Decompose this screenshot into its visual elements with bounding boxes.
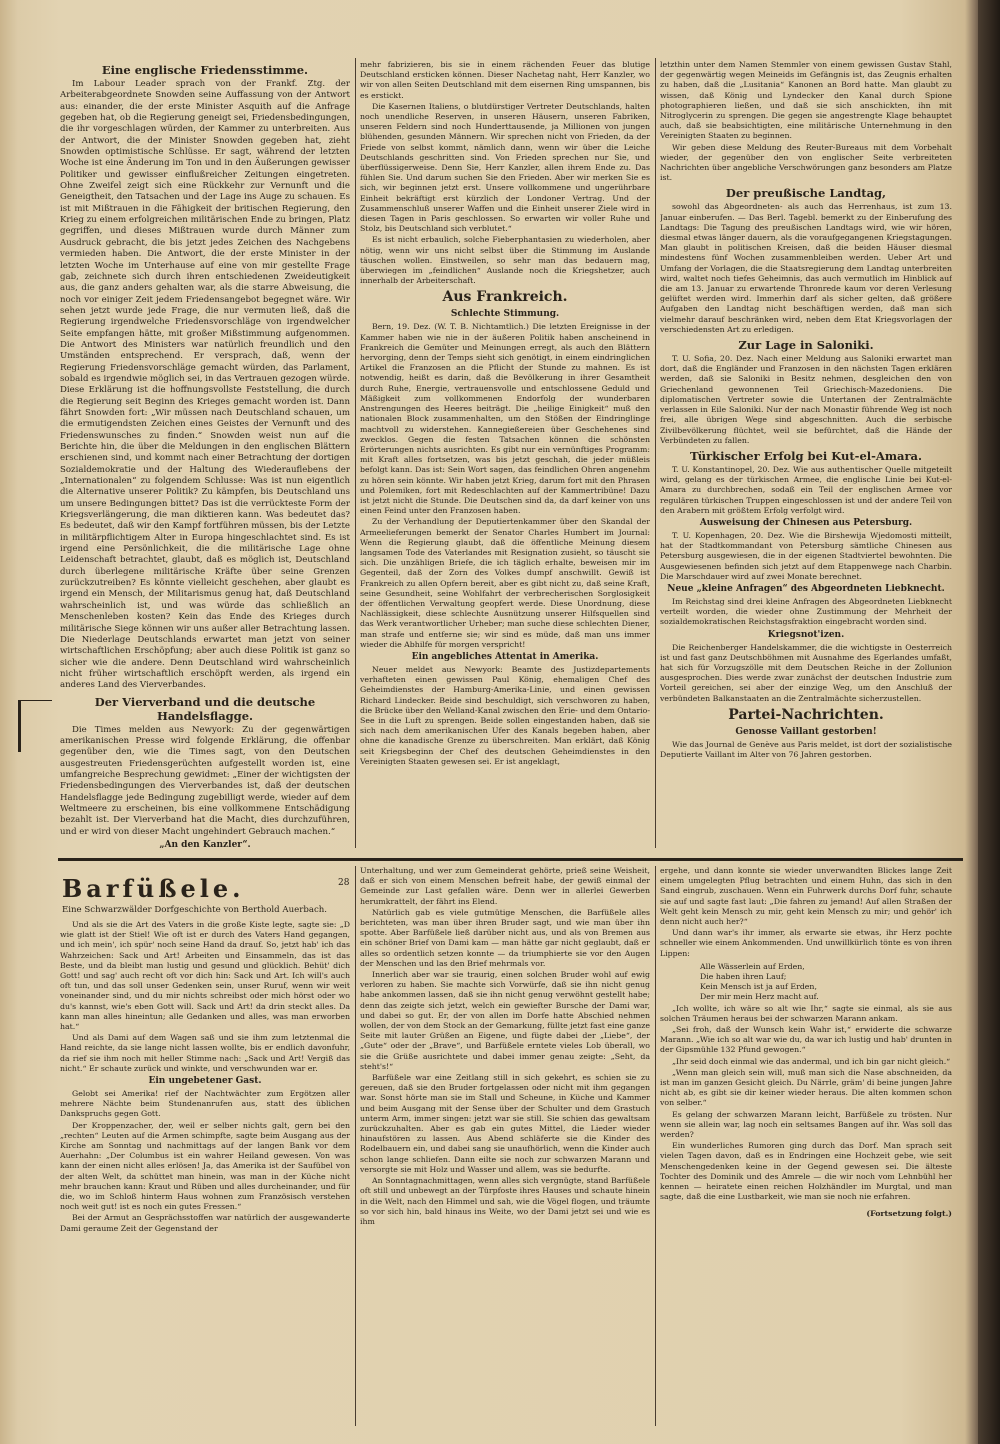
column-rule	[355, 866, 356, 1426]
headline: Eine englische Friedensstimme.	[101, 63, 309, 77]
subheadline: Ausweisung der Chinesen aus Petersburg.	[699, 517, 913, 528]
article-paragraph: T. U. Kopenhagen, 20. Dez. Wie die Birshewija Wjedomosti mitteilt, hat der Stadtkommandant von Petersburg sämtliche Chinesen aus Petersburg ausgewiesen, die in der eigenen Stadtviertel bewohnten. Die Ausgewiesenen befinden sich jetzt auf dem Etappenwege nach Charbin. Die Marschdauer wird auf zwei Monate berechnet.	[660, 530, 952, 581]
article-column-1	[60, 60, 350, 852]
feuilleton-column-3	[660, 866, 952, 1430]
subheadline: Kriegsnot'izen.	[767, 629, 845, 640]
story-paragraph: Und als sie die Art des Vaters in die große Kiste legte, sagte sie: „D wie glatt ist der Stiel! Wie oft ist er durch des Vaters Hand gegangen, und ich mein', ich spür' noch seine Hand da drauf. So, jetzt hab' ich das Wahrzeichen: Sack und Art! Arbeiten und Einsammeln, das ist das Beste, und da bleibt man lustig und gesund und glücklich. Behüt' dich Gott! und sag' auch recht oft vor dich hin: Sack und Art. Ich will's auch oft tun, und das soll unser Gedenken sein, unser Ruruf, wenn wir weit voneinander sind, und du mir nichts schreibst oder mich hörst oder wo du's kannst, wie's eben Gott will. Sack und Art! da drin steckt alles. Da kann man alles hineintun; alle Gedanken und alles, was man erworben hat.“	[60, 920, 350, 1032]
continuation-note: (Fortsetzung folgt.)	[866, 1208, 952, 1218]
headline: Zur Lage in Saloniki.	[738, 338, 874, 353]
headline: Türkischer Erfolg bei Kut-el-Amara.	[690, 448, 922, 463]
article-column-3	[660, 60, 952, 852]
article-paragraph: Die Times melden aus Newyork: Zu der gegenwärtigen amerikanischen Presse wird folgende Erklärung, die offenbar gegenüber den, wie die Times sagt, von den Deutschen ausgestreuten Friedensgerüchten aufgestellt worden ist, eine umfangreiche Besprechung gewidmet: „Einer der wichtigsten der Friedensbedingungen des Vierverbandes ist, daß der deutschen Handelsflagge jede Bedingung zugebilligt werde, wieder auf dem Weltmeere zu erscheinen, bis eine vollkommene Entschädigung bezahlt ist. Der Vierverband hat die Macht, dies durchzuführen, und er wird von dieser Macht ungehindert Gebrauch machen.“	[60, 724, 350, 837]
feuilleton-column-2	[360, 866, 650, 1430]
article-paragraph: Wie das Journal de Genève aus Paris meldet, ist dort der sozialistische Deputierte Vaillant im Alter von 76 Jahren gestorben.	[660, 739, 952, 759]
feuilleton-column-1	[60, 920, 350, 1430]
story-paragraph: Ein wunderliches Rumoren ging durch das Dorf. Man sprach seit vielen Tagen davon, daß es in Endringen eine Hochzeit gebe, wie seit Menschengedenken keine in der Gegend gewesen sei. Die älteste Tochter des Dominik und des Amrele — die wir noch vom Lehnbühl her kennen — heiratete einen reichen Holzhändler im Murgtal, und man sagte, daß die eine Lustbarkeit, wie man sie noch nie erfahren.	[660, 1141, 952, 1202]
feuilleton-title: Barfüßele.	[62, 874, 245, 903]
story-paragraph: Natürlich gab es viele gutmütige Menschen, die Barfüßele alles berichteten, was man über ihren Bruder sagt, und wie man über ihn spotte. Aber Barfüßele ließ darüber nicht aus, und als von Bremen aus ein schöner Brief von Dami kam — man hätte gar nicht geglaubt, daß er alles so ordentlich setzen konnte — da triumphierte sie vor den Augen der Menschen und las den Brief mehrmals vor.	[360, 907, 650, 968]
verse: Alle Wässerlein auf Erden, Die haben ihren Lauf; Kein Mensch ist ja auf Erden, Der mir mein Herz macht auf.	[700, 961, 819, 1002]
story-paragraph: Unterhaltung, und wer zum Gemeinderat gehörte, prieß seine Weisheit, daß er sich von einem Menschen befreit habe, der gewiß einmal der Gemeinde zur Last gefallen wäre. Denn wer in allerlei Gewerben herumkrattelt, der fährt ins Elend.	[360, 866, 650, 906]
story-paragraph: Der Kroppenzacher, der, weil er selber nichts galt, gern bei den „rechten“ Leuten auf die Armen schimpfte, sagte beim Ausgang aus der Kirche am Sonntag und nachmittags auf der langen Bank vor dem Auerhahn: „Der Columbus ist ein wahrer Heiland gewesen. Von was kann der einen nicht alles erlösen! Ja, das Amerika ist der Saufübel von der alten Welt, da schüttet man hinein, was man in der Küche nicht mehr brauchen kann: Kraut und Rüben und alles durcheinander, und für die, wo im Schloß hinterm Haus wohnen zum Französisch verstehen noch weit gut! ist es noch ein gutes Fressen.“	[60, 1120, 350, 1212]
story-paragraph: Und dann war's ihr immer, als erwarte sie etwas, ihr Herz pochte schneller wie einem Ankommenden. Und unwillkürlich tönte es von ihren Lippen:	[660, 928, 952, 958]
subheadline: Schlechte Stimmung.	[450, 309, 560, 320]
story-paragraph: Barfüßele war eine Zeitlang still in sich gekehrt, es schien sie zu gereuen, daß sie den Bruder fortgelassen oder nicht mit ihm gegangen war. Sonst hörte man sie im Stall und Scheune, in Küche und Kammer und beim Ausgang mit der Sense über der Schulter und dem Grastuch unterm Arm, immer singen: jetzt war sie still. Sie schien das gewaltsam zurückzuhalten. Aber es gab ein gutes Mittel, die Lieder wieder hinaufstören zu lassen. Aus Abend schläferte sie die Kinder des Rodelbauern ein, und dabei sang sie unaufhörlich, wenn die Kinder auch schon lange schliefen. Dann eilte sie noch zur schwarzen Marann und versorgte sie mit Holz und Wasser und allem, was sie bedurfte.	[360, 1073, 650, 1174]
subheadline: Genosse Vaillant gestorben!	[735, 726, 877, 737]
story-paragraph: „Ich wollte, ich wäre so alt wie Ihr,“ sagte sie einmal, als sie aus solchen Träumen heraus bei der schwarzen Marann ankam.	[660, 1003, 952, 1023]
headline: Der Vierverband und die deutsche Handelsflagge.	[94, 694, 316, 723]
subheadline: „An den Kanzler“.	[159, 840, 251, 850]
story-paragraph: Gelobt sei Amerika! rief der Nachtwächter zum Ergötzen aller mehrere Nächte beim Stundenanrufen aus, statt des üblichen Dankspruchs gegen Gott.	[60, 1089, 350, 1119]
article-paragraph: mehr fabrizieren, bis sie in einem rächenden Feuer das blutige Deutschland ersticken können. Dieser Nachetag naht, Herr Kanzler, wo wir von allen Seiten Deutschland mit dem eisernen Ring umspannen, bis es erstickt.	[360, 60, 650, 100]
article-paragraph: T. U. Sofia, 20. Dez. Nach einer Meldung aus Saloniki erwartet man dort, daß die Engländer und Franzosen in den nächsten Tagen erklären werden, daß sie Saloniki in Besitz nehmen, desgleichen den von Griechenland gewonnenen Teil Griechisch-Mazedoniens. Die diplomatischen Vertreter sowie die Untertanen der Zentralmächte verlassen in Eile Saloniki. Nur der nach Monastir führende Weg ist noch frei, alle übrigen Wege sind abgeschnitten. Auch die serbische Zivilbevölkerung flüchtet, weil sie befürchtet, daß die Hände der Verbündeten zu fallen.	[660, 354, 952, 445]
article-paragraph: Zu der Verhandlung der Deputiertenkammer über den Skandal der Armeelieferungen bemerkt der Senator Charles Humbert im Journal: Wenn die Regierung glaubt, daß die öffentliche Meinung diesem langsamen Tode des Vaterlandes mit Resignation zusieht, so täuscht sie sich. Die unzähligen Briefe, die ich täglich erhalte, beweisen mir im Gegenteil, daß der Zorn des Volkes dumpf anschwillt. Gewiß ist Frankreich zu allen Opfern bereit, aber es gibt nicht zu, daß seine Kraft, seine Gesundheit, seine Wohlfahrt der verbrecherischen Sorglosigkeit der öffentlichen Verwaltung geopfert werde. Diese Unordnung, diese Nachlässigkeit, diese schlechte Ausnützung unserer Hilfsquellen sind das Werk verantwortlicher Urheber; man suche diese schlechten Diener, man strafe und entferne sie; wir sind es müde, daß man uns immer wieder die Abhilfe für morgen verspricht!	[360, 517, 650, 649]
story-paragraph: Innerlich aber war sie traurig, einen solchen Bruder wohl auf ewig verloren zu haben. Sie machte sich Vorwürfe, daß sie ihn nicht genug habe ankommen lassen, daß sie ihn nicht genug verwöhnt gestellt habe; denn das zeigte sich jetzt, welch ein gewiefter Bursche der Dami war, und dabei so gut. Er, der von allen im Dorfe hatte Abschied nehmen wollen, der von dem Stock an der Gemarkung, füllte jetzt fast eine ganze Seite mit lauter Grüßen an Eigene, und fügte dabei der „Liebe“, der „Gute“ oder der „Brave“, und Barfüßele erntete vieles Lob überall, wo sie die Grüße ausrichtete und dabei immer genau zeigte: „Seht, da steht's!“	[360, 970, 650, 1071]
article-paragraph: sowohl das Abgeordneten- als auch das Herrenhaus, ist zum 13. Januar einberufen. — Das Berl. Tagebl. bemerkt zu der Einberufung des Landtags: Die Tagung des preußischen Landtags wird, wie wir hören, diesmal etwas länger dauern, als die voraufgegangenen Kriegstagungen. Man glaubt in politischen Kreisen, daß die beiden Häuser diesmal mindestens fünf Wochen zusammenbleiben werden. Ueber Art und Umfang der Vorlagen, die die Staatsregierung dem Landtag unterbreiten wird, waltet noch tiefes Geheimnis, das auch vermutlich im Hinblick auf die am 13. Januar zu erwartende Thronrede kaum vor deren Verlesung gelüftet werden wird. Immerhin darf als sicher gelten, daß größere Aufgaben den Landtag nicht beschäftigen werden, daß man sich vielmehr darauf beschränken wird, neben dem Etat Kriegsvorlagen der verschiedensten Art zu erledigen.	[660, 202, 952, 334]
article-paragraph: Im Reichstag sind drei kleine Anfragen des Abgeordneten Liebknecht verteilt worden, die wieder ohne Zustimmung der Mehrheit der sozialdemokratischen Reichstagsfraktion eingebracht worden sind.	[660, 596, 952, 627]
story-paragraph: Und als Dami auf dem Wagen saß und sie ihm zum letztenmal die Hand reichte, da sie lange nicht lassen wollte, bis er endlich davonfuhr, da rief sie ihm noch mit heller Stimme nach: „Sack und Art! Vergiß das nicht.“ Er schaute zurück und winkte, und verschwunden war er.	[60, 1033, 350, 1073]
article-paragraph: Wir geben diese Meldung des Reuter-Bureaus mit dem Vorbehalt wieder, der gegenüber den von englischer Seite verbreiteten Nachrichten über angebliche Verschwörungen ganz besonders am Platze ist.	[660, 142, 952, 183]
article-paragraph: letzthin unter dem Namen Stemmler von einem gewissen Gustav Stahl, der gegenwärtig wegen Meineids im Gefängnis ist, das Zeugnis erhalten zu haben, daß die „Lusitania“ Kanonen an Bord hatte. Man glaubt zu wissen, daß König und Lyndecker den Kanal durch Spione photographieren ließen, und daß sie sich anschickten, ihn mit Nitroglycerin zu sprengen. Die gegen sie angestrengte Klage behauptet auch, daß sie beabsichtigten, eine militärische Unternehmung in den Vereinigten Staaten zu beginnen.	[660, 60, 952, 141]
article-column-2	[360, 60, 650, 852]
story-paragraph: Es gelang der schwarzen Marann leicht, Barfüßele zu trösten. Nur wenn sie allein war, lag noch ein seltsames Bangen auf ihr. Was soll das werden?	[660, 1109, 952, 1140]
adjacent-page-edge	[978, 0, 1000, 1444]
story-paragraph: Bei der Armut an Gesprächsstoffen war natürlich der ausgewanderte Dami geraume Zeit der Gegenstand der	[60, 1213, 350, 1233]
story-paragraph: „Sei froh, daß der Wunsch kein Wahr ist,“ erwiderte die schwarze Marann. „Wie ich so alt war wie du, da war ich lustig und hab' drunten in der Gipsmühle 132 Pfund gewogen.“	[660, 1025, 952, 1055]
torn-margin-mark	[18, 700, 52, 752]
feuilleton-credit: Eine Schwarzwälder Dorfgeschichte von Berthold Auerbach.	[62, 905, 328, 915]
article-paragraph: Neuer meldet aus Newyork: Beamte des Justizdepartements verhafteten einen gewissen Paul König, ehemaligen Chef des Geheimdienstes der Hamburg-Amerika-Linie, und einen gewissen Richard Lindecker. Beide sind beschuldigt, sich verschworen zu haben, die Brücke über den Welland-Kanal zwischen den Erie- und dem Ontario-See in die Luft zu sprengen. Beide sollen eingestanden haben, daß sie sich nach dem amerikanischen Ufer des Kanals begeben haben, aber ohne die kanadische Grenze zu überschreiten. Man erklärt, daß König seit Kriegsbeginn der Chef des deutschen Geheimdienstes in den Vereinigten Staaten gewesen sei. Er ist angeklagt,	[360, 664, 650, 766]
story-paragraph: An Sonntagnachmittagen, wenn alles sich vergnügte, stand Barfüßele oft still und unbewegt an der Türpfoste ihres Hauses und schaute hinein in die Welt, nach den Himmel und sah, wie die Vögel flogen, und träumte so vor sich hin, bald hinaus ins Weite, wo der Dami jetzt sei und wie es ihm	[360, 1176, 650, 1226]
feuilleton-rule	[58, 858, 963, 861]
article-paragraph: Bern, 19. Dez. (W. T. B. Nichtamtlich.) Die letzten Ereignisse in der Kammer haben wie nie in der äußeren Politik haben anscheinend in Frankreich die Gemüter und Meinungen erregt, als auch den Blättern hervorging, denn der Temps sieht sich genötigt, in einem eindringlichen Artikel die Franzosen an die Pflicht der Stunde zu mahnen. Es ist notwendig, heißt es darin, daß die Bevölkerung in ihrer Gesamtheit durch Ruhe, Energie, vertrauensvolle und entschlossene Geduld und Mäßigkeit zum vollkommenen Endorfolg der wunderbaren Anstrengungen des Heeres beiträgt. Die „heilige Einigkeit“ muß den nationalen Block zusammenhalten, um den Stößen der Eindringlinge machtvoll zu widerstehen. Kannegießereien über Geschehenes sind zwecklos. Gegen die festen Tatsachen können die schönsten Erörterungen nichts ausrichten. Es gibt nur ein vernünftiges Programm: mit Kraft alles fortsetzen, was bis jetzt geschah, die jeder müßleis befolgt kann. Das ist: Sein Wort sagen, das feindlichen Ohren angenehm zu hören sein könnte. Wir haben jetzt Krieg, darum fort mit den Phrasen und Polemiken, fort mit Redeschlachten auf der Kammertribüne! Dazu ist jetzt nicht die Stunde. Die Deutschen sind da, da darf keiner von uns einen Feind unter den Franzosen haben.	[360, 322, 650, 516]
headline: Der preußische Landtag,	[725, 186, 887, 201]
subheadline: Ein angebliches Attentat in Amerika.	[411, 651, 599, 662]
article-paragraph: Die Kasernen Italiens, o blutdürstiger Vertreter Deutschlands, halten noch unendliche Reserven, in unseren Häusern, unseren Fabriken, unseren Feldern sind noch Hunderttausende, ja Millionen von jungen blühenden, gesunden Männern. Wir sprechen nicht von Frieden, da der Friede von selbst kommt, nämlich dann, wenn wir über die Leiche Deutschlands geschritten sind. Von Frieden sprechen nur Sie, und überflüssigerweise. Denn Sie, Herr Kanzler, allen ihrem Ende zu. Das fühlen Sie. Und darum suchen Sie den Frieden. Aber wir merken Sie es sich, wir beginnen jetzt erst. Unsere vollkommene und ungerührbare Einheit bekräftigt erst kürzlich der Londoner Vertrag. Und der Zusammenschluß unserer Waffen und die Einheit unserer Ziele wird in diesen Tagen in Paris geschlossen. So erwarten wir voller Ruhe und Stolz, bis Deutschland sich verblutet.“	[360, 101, 650, 234]
article-paragraph: Im Labour Leader sprach von der Frankf. Ztg. der Arbeiterabgeordnete Snowden seine Auffassung von der Antwort aus: einander, die der erste Minister Asquith auf die Anfrage gegeben hat, ob die Regierung geneigt sei, Friedensbedingungen, die ihr vorgeschlagen würden, der Kammer zu unterbreiten. Aus der Antwort, die der Minister Snowden gegeben hat, zieht Snowden optimistische Schlüsse. Er sagt, während der letzten Woche ist eine Änderung im Ton und in den Äußerungen gewisser Politiker und gewisser einflußreicher Zeitungen eingetreten. Ohne Zweifel zeigt sich eine Rückkehr zur Vernunft und die Geneigtheit, den Tatsachen und der Lage ins Auge zu schauen. Es ist mit Mißtrauen in die Fähigkeit der britischen Regierung, den Krieg zu einem erfolgreichen militärischen Ende zu bringen, Platz gegriffen, und dieses Mißtrauen wurde durch Männer zum Ausdruck gebracht, die bis jetzt jedes Zeichen des Nachgebens vermieden haben. Die Antwort, die der erste Minister in der letzten Woche im Unterhause auf eine von mir gestellte Frage gab, zeichnete sich durch ihren entschiedenen Zweideutigkeit aus, die ganz anders gehalten war, als die starre Abweisung, die noch vor einiger Zeit jedem Friedensangebot begegnet wäre. Wir sehen jetzt wurde jede Frage, die nur vermuten ließ, daß die Regierung irgendwelche Friedensvorschläge von irgendwelcher Seite empfangen hätte, mit großer Mißstimmung aufgenommen. Die Antwort des Ministers war natürlich freundlich und den Umständen entsprechend. Er versprach, daß, wenn der Regierung Friedensvorschläge gemacht würden, das Parlament, sobald es irgendwie möglich sei, in das Vertrauen gezogen würde. Diese Erklärung ist die hoffnungsvollste Feststellung, die durch die Regierung seit Beginn des Krieges gemacht worden ist. Dann fährt Snowden fort: „Wir müssen nach Deutschland schauen, um die ermutigendsten Zeichen eines Geistes der Vernunft und des Friedenswunsches zu finden.“ Snowden weist nun auf die Berichte hin, die über die Meldungen in den englischen Blättern erschienen sind, und kommt nach einer Betrachtung der dortigen Sozialdemokratie und der Haltung des Wiederauflebens der „Internationalen“ zu folgendem Schlusse: Was ist nun eigentlich die Alternative unserer Politik? Zu kämpfen, bis Deutschland uns um unsere Bedingungen bittet? Das ist die verrückteste Form der Kriegsverlängerung, die man diktieren kann. Was bedeutet das? Es bedeutet, daß wir den Kampf fortführen müssen, bis der Letzte in militärpflichtigem Alter in Europa hingeschlachtet sind. Es ist irgend eine Persönlichkeit, die die militärische Lage ohne Leidenschaft betrachtet, glaubt, daß es möglich ist, Deutschland durch überlegene militärische Kräfte über seine Grenzen zurückzutreiben? Es könnte vielleicht geschehen, aber glaubt es irgend ein Mensch, der Militarismus genug hat, daß Deutschland wahrscheinlich ist, und was würde das schließlich an Menschenleben kosten? Kein das Ende des Krieges durch militärische Siege können wir uns außer aller Betrachtung lassen. Die Niederlage Deutschlands erwartet man jetzt von seiner wirtschaftlichen Erschöpfung; aber auch diese Politik ist ganz so sicher wie die andere. Denn Deutschland wird wahrscheinlich nicht früher wirtschaftlich erschöpft werden, als irgend ein anderes Land des Vierverbandes.	[60, 79, 350, 691]
article-paragraph: Die Reichenberger Handelskammer, die die wichtigste in Oesterreich ist und fast ganz Deutschböhmen mit Ausnahme des Egerlandes umfaßt, hat sich für Vorzugszölle mit dem Deutschen Reiche in der Zollunion ausgesprochen. Dies werde zwar zunächst der deutschen Industrie zum Vorteil gereichen, sei aber der einzige Weg, um den Anschluß der verbündeten Balkanstaaten an die Zentralmächte sicherzustellen.	[660, 642, 952, 703]
column-rule	[655, 58, 656, 848]
article-paragraph: T. U. Konstantinopel, 20. Dez. Wie aus authentischer Quelle mitgeteilt wird, gelang es der türkischen Armee, die englische Linie bei Kut-el-Amara zu durchbrechen, sodaß ein Teil der englischen Armee vor regulären türkischen Truppen eingeschlossen ist und der andere Teil von den Arabern mit größtem Erfolg verfolgt wird.	[660, 464, 952, 515]
headline: Aus Frankreich.	[442, 289, 568, 306]
subheadline: Neue „kleine Anfragen“ des Abgeordneten Liebknecht.	[667, 583, 945, 594]
article-paragraph: Es ist nicht erbaulich, solche Fieberphantasien zu wiederholen, aber nötig, wenn wir uns nicht selbst über die Stimmung im Auslande täuschen wollen. Einstweilen, so sehr man das bedauern mag, überwiegen im „feindlichen“ Auslande noch die Kriegshetzer, auch innerhalb der Arbeiterschaft.	[360, 235, 650, 286]
column-rule	[355, 58, 356, 848]
column-rule	[655, 866, 656, 1426]
chapter-heading: Ein ungebetener Gast.	[148, 1076, 262, 1087]
story-paragraph: „Ihr seid doch einmal wie das andermal, und ich bin gar nicht gleich.“	[672, 1056, 951, 1066]
story-paragraph: „Wenn man gleich sein will, muß man sich die Nase abschneiden, da ist man im ganzen Gesicht gleich. Du Närrle, gräm' di beine jungen Jahre nicht ab, es gibt sie dir keiner wieder heraus. Die alten kommen schon von selber.“	[660, 1067, 952, 1108]
installment-number: 28	[338, 878, 350, 888]
headline: Partei-Nachrichten.	[728, 706, 884, 723]
story-paragraph: ergehe, und dann konnte sie wieder unverwandten Blickes lange Zeit einem umgelegten Pflug betrachten und einem Huhn, das sich in den Sand eingrub, zuschauen. Wenn ein Fuhrwerk durchs Dorf fuhr, schaute sie auf und sagte fast laut: „Die fahren zu jemand! Auf allen Straßen der Welt geht kein Mensch zu mir, geht kein Mensch zu mir; und gehör' ich denn nicht auch her?“	[660, 866, 952, 927]
